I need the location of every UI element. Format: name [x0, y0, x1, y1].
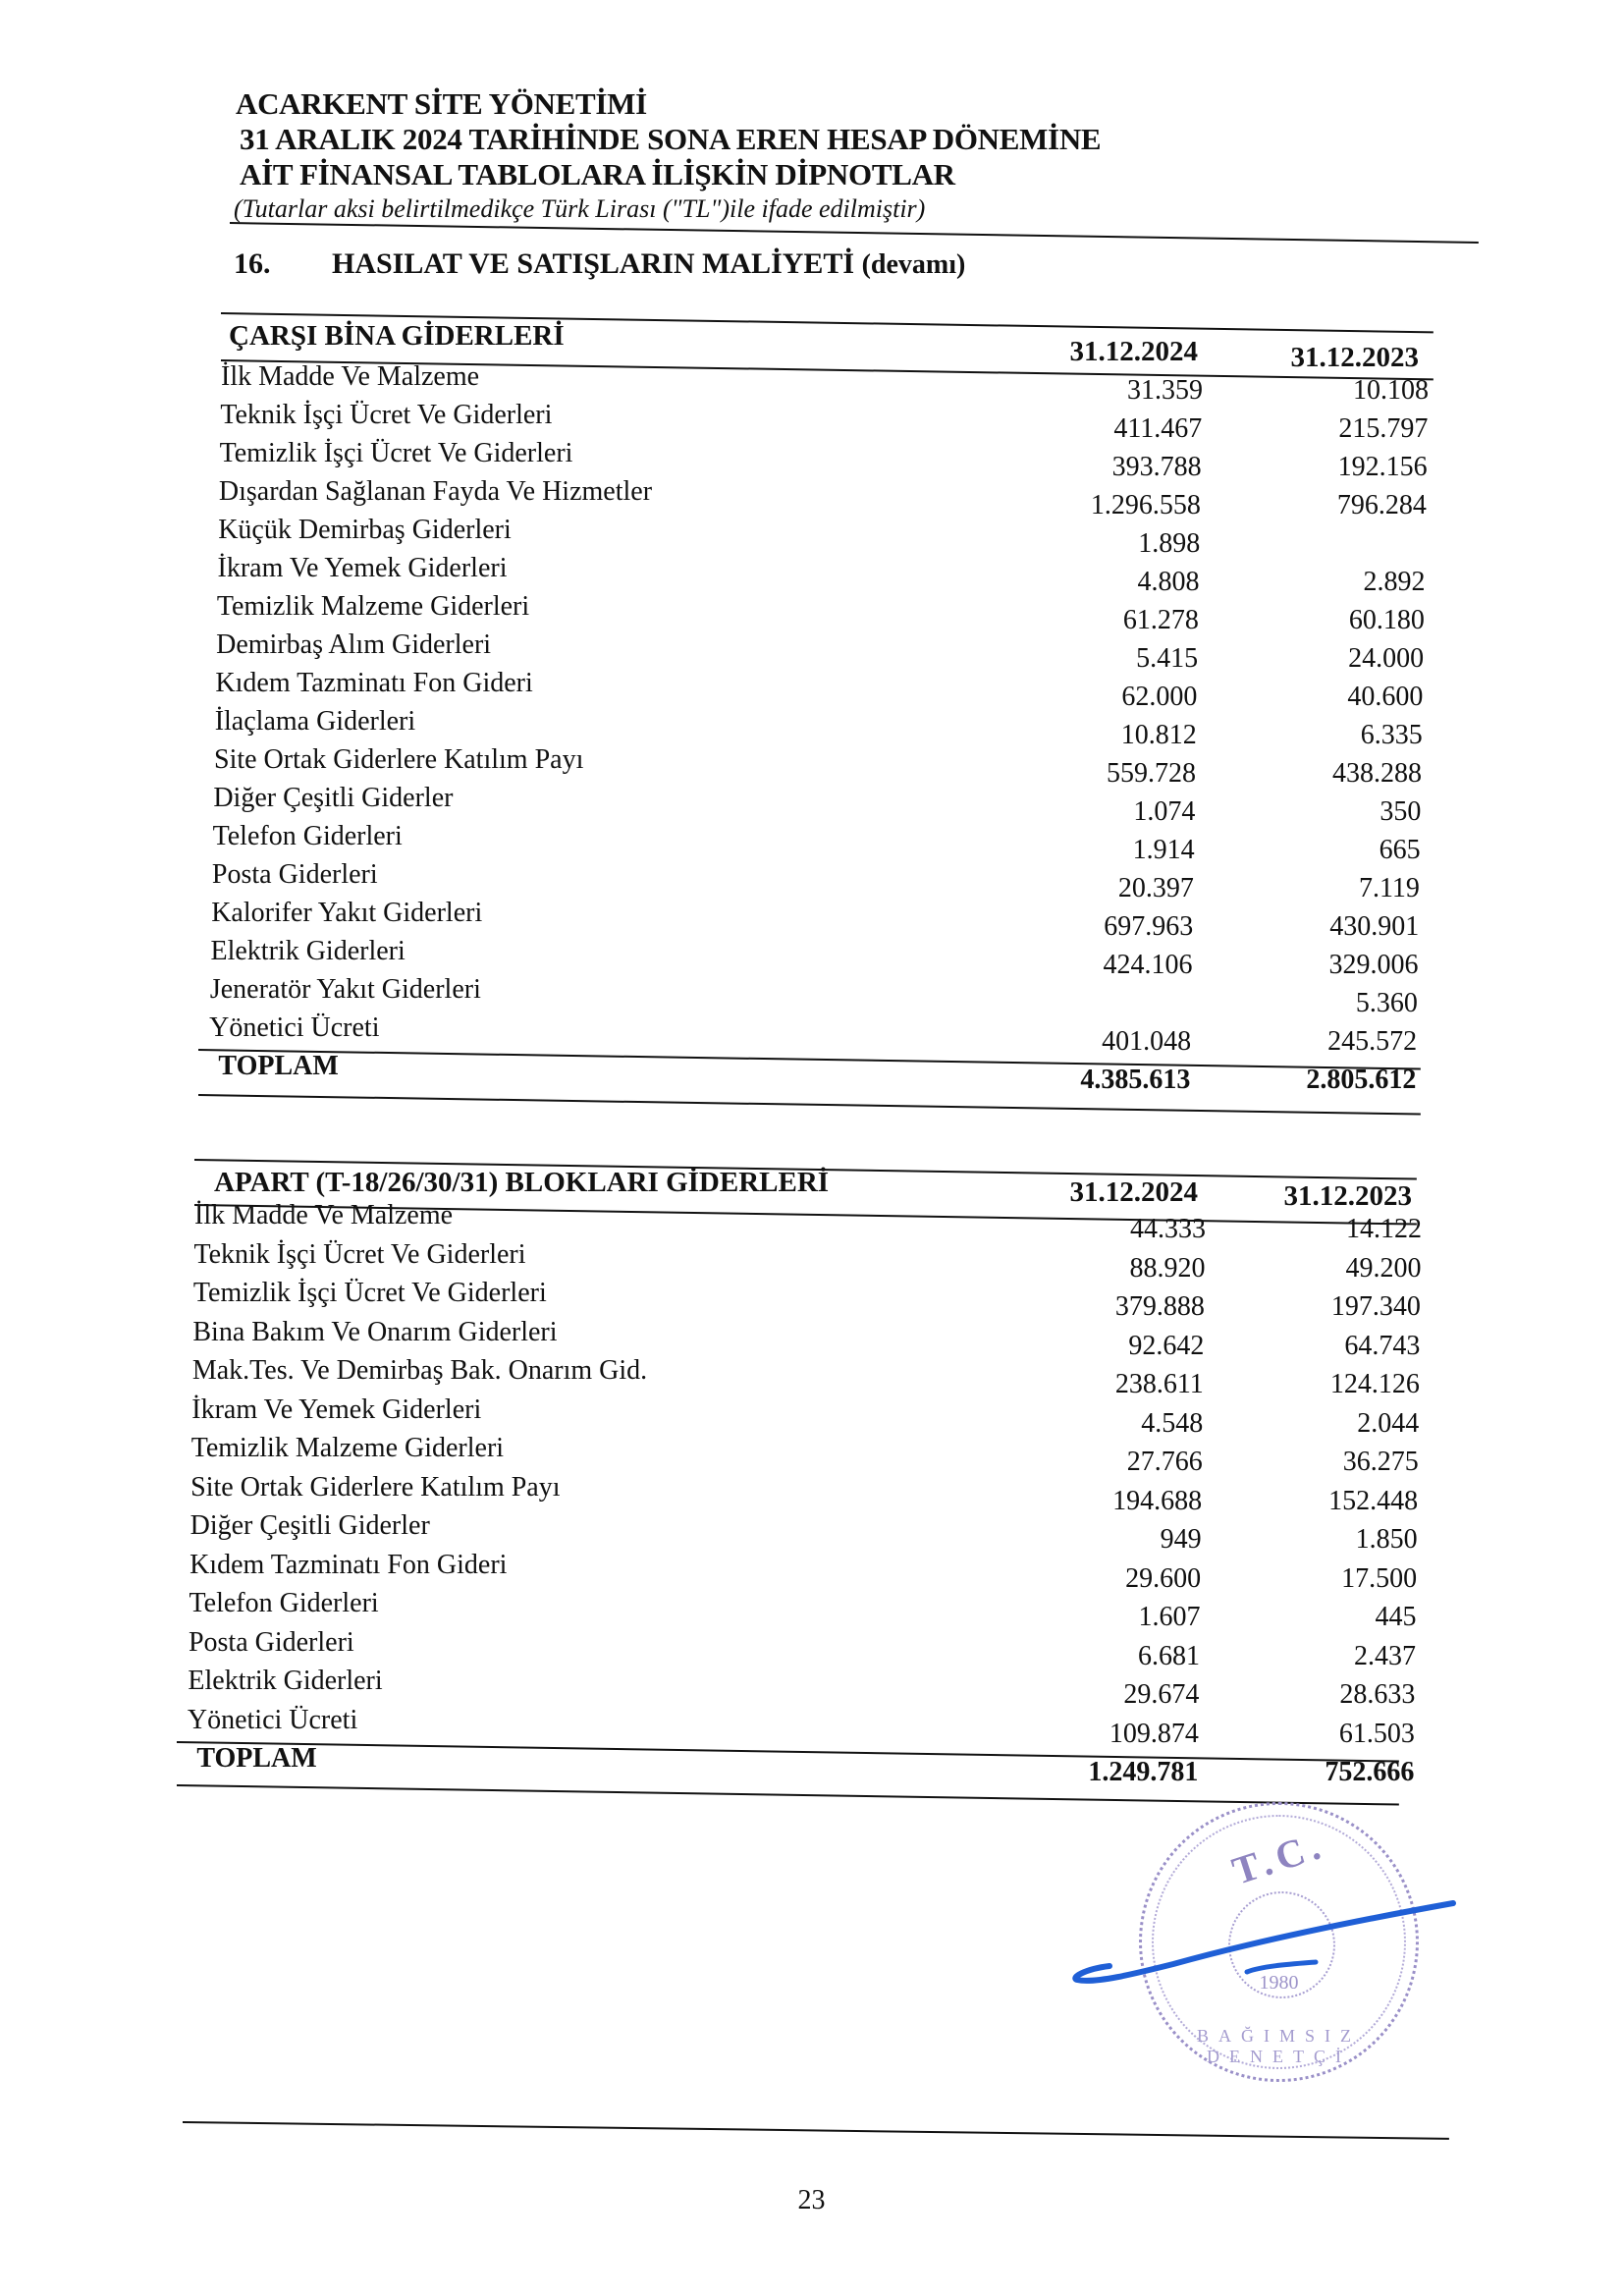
row-label: Yönetici Ücreti: [209, 1012, 380, 1043]
value-2024: 1.914: [1132, 835, 1195, 865]
row-label: Site Ortak Giderlere Katılım Payı: [190, 1471, 561, 1503]
value-2024: 29.674: [1123, 1679, 1200, 1710]
stamp-bottom-text: BAĞIMSIZ DENETÇİ: [1196, 2026, 1361, 2066]
table-row: [218, 476, 1446, 520]
table-row: [211, 898, 1438, 942]
value-2023: 197.340: [1330, 1291, 1421, 1322]
value-2023: 215.797: [1338, 413, 1429, 444]
value-2024: 1.074: [1133, 796, 1196, 827]
table-row: [216, 591, 1444, 635]
value-2024: 401.048: [1102, 1026, 1192, 1057]
table-row: [194, 1200, 1422, 1244]
row-label: Teknik İşçi Ücret Ve Giderleri: [193, 1238, 526, 1270]
value-2023: 245.572: [1327, 1026, 1418, 1057]
value-2023: 445: [1375, 1602, 1417, 1632]
value-2023: 6.335: [1360, 720, 1423, 750]
row-label: Temizlik Malzeme Giderleri: [190, 1433, 505, 1463]
table-row: [192, 1316, 1421, 1361]
value-2023: 438.288: [1332, 758, 1422, 789]
value-2023: 14.122: [1346, 1214, 1422, 1244]
value-2023: 10.108: [1353, 375, 1429, 406]
table-row: [218, 515, 1445, 559]
row-label: Jeneratör Yakıt Giderleri: [209, 974, 481, 1005]
value-2024: 5.415: [1136, 643, 1199, 674]
value-2023: 36.275: [1342, 1447, 1419, 1477]
value-2023: 350: [1380, 796, 1422, 827]
value-2024: 10.812: [1120, 720, 1197, 750]
value-2023: 28.633: [1339, 1679, 1416, 1710]
total-label: TOPLAM: [196, 1743, 317, 1774]
report-title-line-2: AİT FİNANSAL TABLOLARA İLİŞKİN DİPNOTLAR: [240, 157, 955, 191]
value-2023: 796.284: [1336, 490, 1427, 520]
row-label: İlaçlama Giderleri: [214, 706, 416, 737]
report-title-line-1: 31 ARALIK 2024 TARİHİNDE SONA EREN HESAP DÖNEMİNE: [240, 122, 1102, 156]
value-2023: 2.892: [1363, 567, 1426, 597]
row-label: Temizlik Malzeme Giderleri: [216, 591, 530, 622]
value-2023: 2.044: [1357, 1407, 1420, 1439]
column-header-2023: 31.12.2023: [1283, 1180, 1412, 1212]
table-row: [189, 1549, 1418, 1594]
section-suffix: (devamı): [861, 249, 966, 280]
signature-icon: [1065, 1886, 1458, 2013]
value-2024: 62.000: [1121, 682, 1198, 712]
value-2023: 665: [1379, 835, 1421, 865]
row-label: Temizlik İşçi Ücret Ve Giderleri: [219, 438, 573, 468]
value-2024: 238.611: [1114, 1369, 1204, 1399]
total-bottom-rule: [177, 1784, 1399, 1806]
table-row: [211, 859, 1439, 903]
table-row: [188, 1626, 1416, 1671]
total-label: TOPLAM: [218, 1051, 339, 1081]
table-row: [213, 783, 1440, 827]
value-2023: 124.126: [1329, 1369, 1420, 1399]
value-2024: 393.788: [1111, 452, 1202, 482]
value-2023: 49.200: [1345, 1252, 1422, 1284]
table-row: [214, 706, 1442, 750]
table-row: [212, 821, 1440, 865]
row-label: Bina Bakım Ve Onarım Giderleri: [192, 1316, 558, 1347]
value-2024: 424.106: [1103, 950, 1193, 980]
table-row: [214, 744, 1441, 789]
table-row: [216, 629, 1443, 674]
stamp-year: 1980: [1259, 1972, 1299, 1994]
row-label: Elektrik Giderleri: [188, 1666, 383, 1696]
row-label: Mak.Tes. Ve Demirbaş Bak. Onarım Gid.: [191, 1355, 648, 1386]
column-header-2024: 31.12.2024: [1069, 336, 1198, 367]
footer-divider: [183, 2121, 1449, 2140]
value-2023: 329.006: [1328, 950, 1419, 980]
value-2023: 1.850: [1355, 1524, 1418, 1555]
total-bottom-rule: [198, 1094, 1421, 1116]
table-row: [189, 1588, 1417, 1632]
currency-note: (Tutarlar aksi belirtilmedikçe Türk Lirası ("TL")ile ifade edilmiştir): [234, 194, 926, 223]
value-2024: 27.766: [1126, 1447, 1203, 1477]
row-label: İkram Ve Yemek Giderleri: [217, 553, 508, 583]
value-2024: 1.898: [1138, 528, 1201, 559]
row-label: İkram Ve Yemek Giderleri: [191, 1394, 482, 1425]
value-2024: 411.467: [1113, 413, 1203, 444]
section-heading: [234, 247, 965, 281]
row-label: Kıdem Tazminatı Fon Gideri: [215, 668, 533, 698]
row-label: Küçük Demirbaş Giderleri: [218, 515, 512, 545]
row-label: İlk Madde Ve Malzeme: [221, 361, 480, 392]
row-label: Site Ortak Giderlere Katılım Payı: [214, 744, 584, 775]
total-row: [208, 1051, 1435, 1095]
value-2024: 4.808: [1137, 567, 1200, 597]
row-label: Kıdem Tazminatı Fon Gideri: [189, 1549, 508, 1580]
row-label: Diğer Çeşitli Giderler: [189, 1510, 430, 1541]
table-row: [215, 668, 1442, 712]
row-label: Dışardan Sağlanan Fayda Ve Hizmetler: [218, 476, 653, 507]
row-label: Telefon Giderleri: [212, 821, 403, 851]
table-row: [191, 1394, 1420, 1439]
value-2024: 61.278: [1122, 605, 1199, 635]
row-label: Kalorifer Yakıt Giderleri: [211, 898, 483, 928]
total-2023: 752.666: [1325, 1757, 1415, 1787]
total-2024: 4.385.613: [1080, 1065, 1191, 1095]
stamp-top-text: T.C.: [1226, 1822, 1331, 1893]
value-2023: 24.000: [1348, 643, 1425, 674]
total-2024: 1.249.781: [1088, 1757, 1199, 1787]
value-2024: 949: [1160, 1524, 1202, 1555]
value-2024: 4.548: [1141, 1407, 1204, 1439]
total-2023: 2.805.612: [1306, 1065, 1417, 1095]
row-label: Temizlik İşçi Ücret Ve Giderleri: [192, 1278, 547, 1308]
value-2024: 379.888: [1114, 1291, 1205, 1322]
value-2024: 697.963: [1104, 911, 1194, 942]
value-2023: 40.600: [1347, 682, 1424, 712]
table-title: APART (T-18/26/30/31) BLOKLARI GİDERLERİ: [214, 1167, 830, 1198]
value-2024: 31.359: [1127, 375, 1203, 406]
table-row: [188, 1666, 1416, 1710]
row-label: İlk Madde Ve Malzeme: [194, 1200, 454, 1230]
table-row: [210, 936, 1438, 980]
value-2023: 60.180: [1348, 605, 1425, 635]
value-2024: 1.607: [1138, 1602, 1201, 1632]
section-number: 16.: [234, 247, 271, 280]
column-header-2023: 31.12.2023: [1290, 342, 1419, 373]
row-label: Posta Giderleri: [188, 1626, 354, 1658]
table-row: [193, 1238, 1422, 1284]
value-2024: 559.728: [1107, 758, 1196, 789]
header-divider: [230, 222, 1479, 244]
row-label: Demirbaş Alım Giderleri: [216, 629, 492, 660]
column-header-2024: 31.12.2024: [1069, 1176, 1198, 1208]
table-row: [209, 974, 1437, 1018]
table-row: [217, 553, 1445, 597]
company-name: ACARKENT SİTE YÖNETİMİ: [236, 86, 647, 121]
row-label: Posta Giderleri: [211, 859, 378, 890]
row-label: Yönetici Ücreti: [187, 1704, 358, 1735]
value-2024: 1.296.558: [1090, 490, 1201, 520]
value-2023: 7.119: [1358, 873, 1420, 903]
page-number: 23: [797, 2185, 826, 2215]
value-2023: 61.503: [1338, 1718, 1415, 1749]
table-row: [189, 1510, 1418, 1555]
table-row: [221, 361, 1448, 406]
value-2024: 44.333: [1130, 1214, 1206, 1244]
table-row: [190, 1433, 1419, 1477]
value-2024: 109.874: [1109, 1718, 1199, 1749]
row-label: Telefon Giderleri: [189, 1588, 379, 1618]
value-2024: 194.688: [1112, 1485, 1203, 1516]
value-2023: 152.448: [1328, 1485, 1419, 1516]
value-2023: 5.360: [1355, 988, 1418, 1018]
row-label: Elektrik Giderleri: [210, 936, 406, 966]
section-title: HASILAT VE SATIŞLARIN MALİYETİ: [332, 247, 855, 280]
value-2024: 88.920: [1129, 1252, 1206, 1284]
table-row: [209, 1012, 1436, 1057]
value-2023: 2.437: [1353, 1640, 1416, 1671]
row-label: Diğer Çeşitli Giderler: [213, 783, 454, 813]
value-2023: 192.156: [1337, 452, 1428, 482]
table-row: [192, 1278, 1421, 1322]
table-title: ÇARŞI BİNA GİDERLERİ: [229, 320, 565, 352]
value-2023: 17.500: [1341, 1562, 1418, 1594]
table-row: [190, 1471, 1419, 1516]
value-2023: 64.743: [1344, 1330, 1421, 1361]
value-2023: 430.901: [1329, 911, 1420, 942]
table-row: [191, 1355, 1420, 1399]
value-2024: 20.397: [1117, 873, 1194, 903]
total-row: [187, 1743, 1415, 1787]
table-row: [187, 1704, 1415, 1749]
value-2024: 29.600: [1125, 1562, 1202, 1594]
row-label: Teknik İşçi Ücret Ve Giderleri: [220, 400, 553, 430]
value-2024: 6.681: [1137, 1640, 1200, 1671]
table-row: [220, 400, 1447, 444]
table-row: [219, 438, 1447, 482]
value-2024: 92.642: [1128, 1330, 1205, 1361]
